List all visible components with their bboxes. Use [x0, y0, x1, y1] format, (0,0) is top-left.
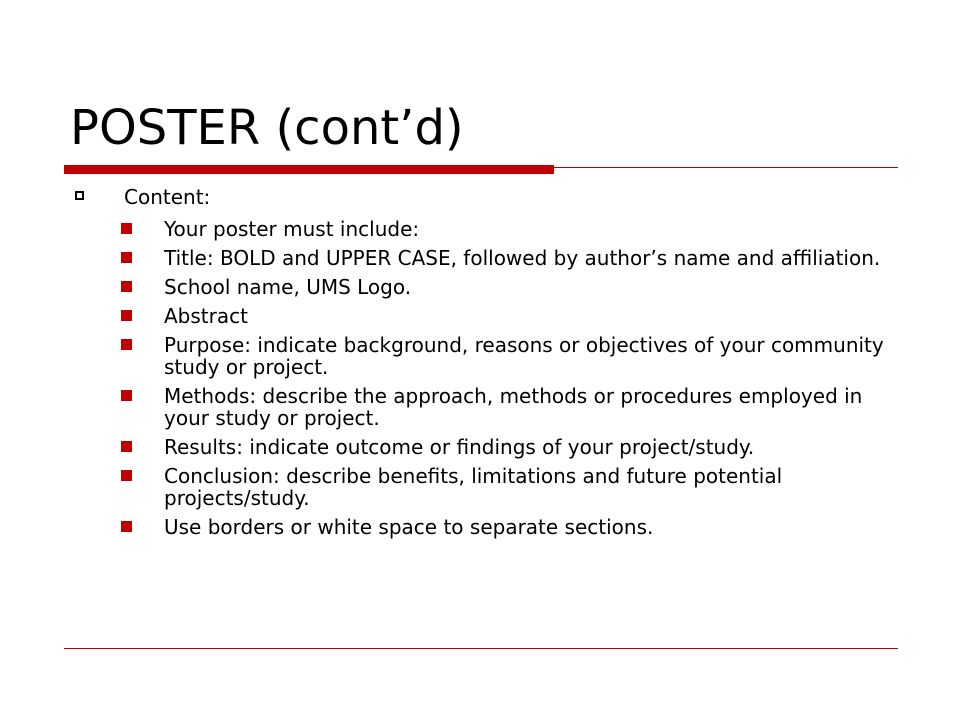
list-item-text: Title: BOLD and UPPER CASE, followed by author’s name and affiliation. — [164, 246, 881, 270]
list-item — [120, 247, 900, 269]
list-item — [120, 436, 900, 458]
list-item-text: Use borders or white space to separate sections. — [164, 515, 654, 539]
list-item — [120, 218, 900, 240]
square-bullet-icon — [121, 310, 132, 321]
list-item-text: Results: indicate outcome or findings of your project/study. — [164, 435, 755, 459]
footer-rule — [64, 648, 898, 649]
requirements-list — [120, 218, 900, 545]
square-bullet-icon — [121, 390, 132, 401]
list-item-text: Purpose: indicate background, reasons or objectives of your community study or project. — [164, 333, 884, 379]
list-item — [120, 385, 900, 429]
content-heading-label: Content: — [124, 185, 211, 209]
square-bullet-icon — [121, 223, 132, 234]
list-item-text: Your poster must include: — [164, 217, 420, 241]
list-item — [120, 305, 900, 327]
list-item — [120, 276, 900, 298]
title-underline-thick — [64, 165, 554, 174]
square-bullet-icon — [121, 339, 132, 350]
list-item — [120, 465, 900, 509]
square-bullet-icon — [121, 441, 132, 452]
list-item — [120, 516, 900, 538]
square-bullet-icon — [121, 281, 132, 292]
square-bullet-icon — [121, 252, 132, 263]
slide-title: POSTER (cont’d) — [70, 100, 464, 156]
square-bullet-icon — [121, 470, 132, 481]
title-underline-thin — [554, 167, 898, 168]
list-item-text: Conclusion: describe benefits, limitations and future potential projects/study. — [164, 464, 783, 510]
hollow-square-bullet-icon — [75, 191, 84, 200]
list-item-text: Abstract — [164, 304, 248, 328]
list-item-text: Methods: describe the approach, methods or procedures employed in your study or project. — [164, 384, 863, 430]
list-item-text: School name, UMS Logo. — [164, 275, 412, 299]
square-bullet-icon — [121, 521, 132, 532]
list-item — [120, 334, 900, 378]
